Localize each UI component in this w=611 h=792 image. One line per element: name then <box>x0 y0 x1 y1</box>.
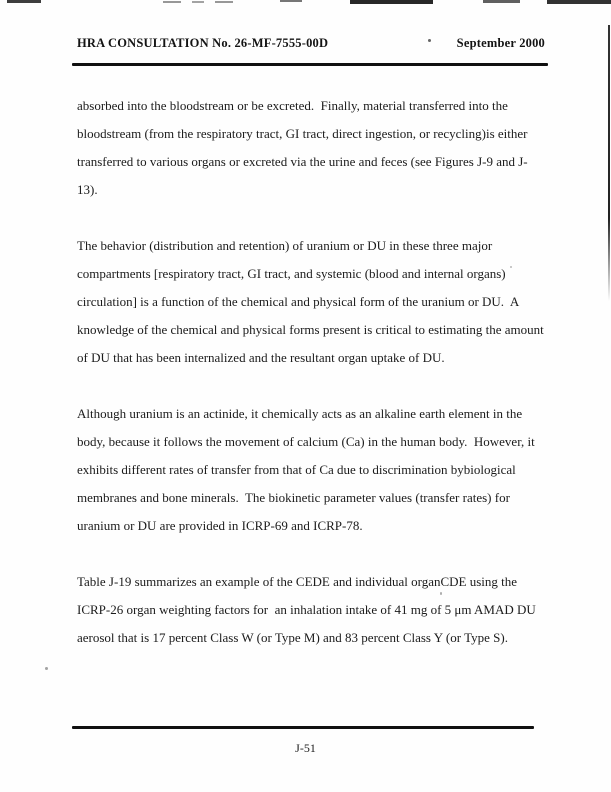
scan-artifact-top-dash <box>192 1 204 3</box>
scan-artifact-speck <box>45 667 48 670</box>
scan-artifact-top-dash <box>350 0 433 4</box>
document-body <box>77 92 547 680</box>
page-footer <box>0 741 611 756</box>
header-rule <box>72 63 548 66</box>
scan-artifact-top-dash <box>163 1 181 3</box>
header-title: HRA CONSULTATION No. 26-MF-7555-00D <box>77 36 329 50</box>
scan-artifact-top-dash <box>547 0 611 4</box>
scan-artifact-top-dash <box>7 0 41 3</box>
page-number: J-51 <box>295 741 316 755</box>
page-header <box>77 36 545 51</box>
paragraph-behavior: The behavior (distribution and retention) of uranium or DU in these three major compartments [respiratory tract, GI tract, and systemic (blood and internal organs) circulation] is a function of the chemical and physical form of the uranium or DU. A knowledge of the chemical and physical forms present is critical to estimating the amount of DU that has been internalized and the resultant organ uptake of DU. <box>77 238 548 365</box>
scan-artifact-top-dash <box>483 0 520 3</box>
footer-rule <box>72 726 534 729</box>
paragraph-table-j19: Table J-19 summarizes an example of the CEDE and individual organCDE using the ICRP-26 organ weighting factors for an inhalation intake of 41 mg of 5 μm AMAD DU aerosol that is 17 percent Class W (or Type M) and 83 percent Class Y (or Type S). <box>77 574 540 645</box>
scan-artifact-right-edge <box>608 25 610 301</box>
paragraph-absorption: absorbed into the bloodstream or be excreted. Finally, material transferred into the bloodstream (from the respiratory tract, GI tract, direct ingestion, or recycling)is either transferred to various organs or excreted via the urine and feces (see Figures J-9 and J-13). <box>77 98 531 197</box>
scan-artifact-top-dash <box>215 1 233 3</box>
paragraph-actinide: Although uranium is an actinide, it chemically acts as an alkaline earth element in the body, because it follows the movement of calcium (Ca) in the human body. However, it exhibits different rates of transfer from that of Ca due to discrimination bybiological membranes and bone minerals. The biokinetic parameter values (transfer rates) for uranium or DU are provided in ICRP-69 and ICRP-78. <box>77 406 538 533</box>
header-date: September 2000 <box>456 36 545 50</box>
scan-artifact-top-dash <box>280 0 302 2</box>
